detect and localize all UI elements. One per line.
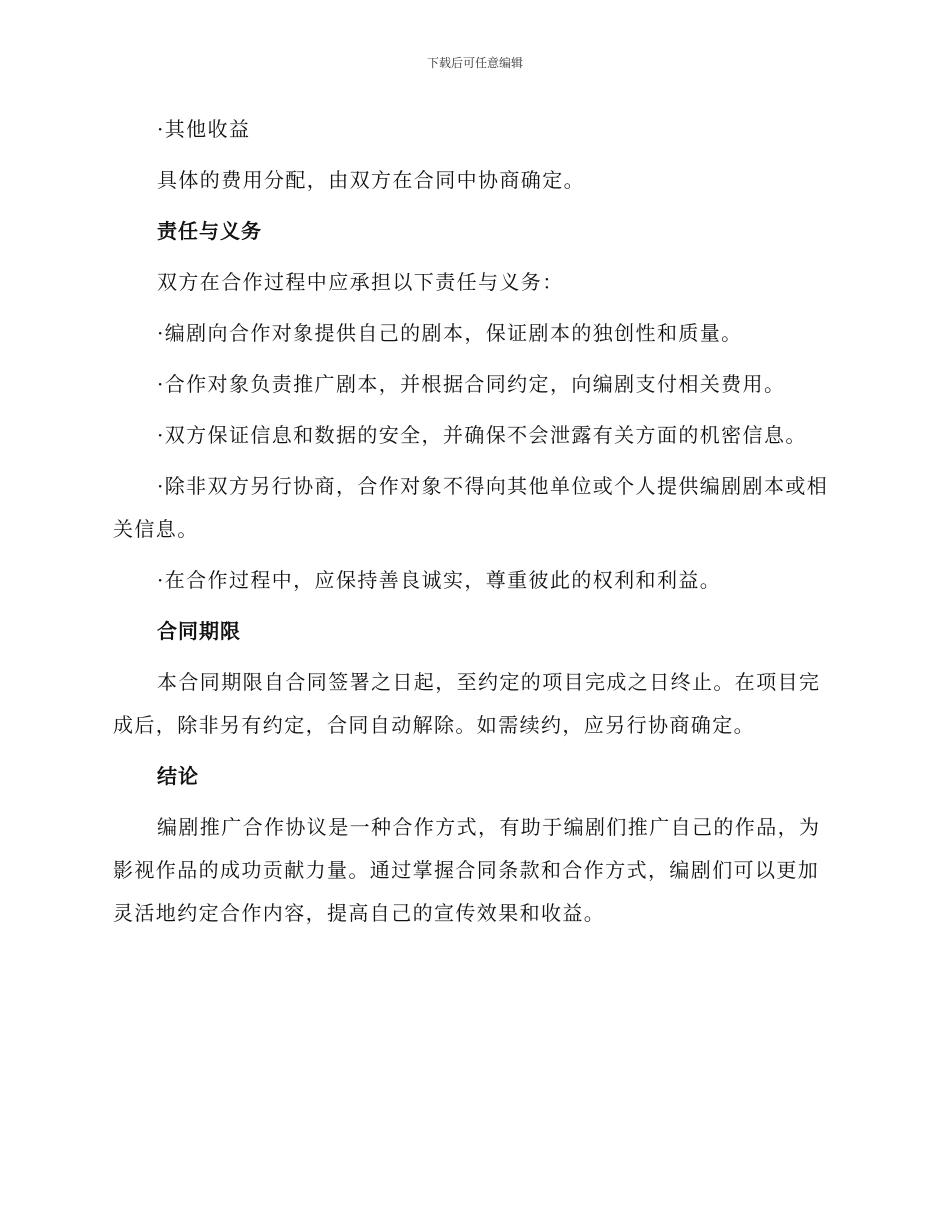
bullet-partner-promotes: ·合作对象负责推广剧本，并根据合同约定，向编剧支付相关费用。 bbox=[157, 372, 786, 396]
contract-term-paragraph: 本合同期限自合同签署之日起，至约定的项目完成之日终止。在项目完成后，除非另有约定，合同自动解除。如需续约，应另行协商确定。 bbox=[113, 670, 821, 737]
conclusion-paragraph: 编剧推广合作协议是一种合作方式，有助于编剧们推广自己的作品，为影视作品的成功贡献力量。通过掌握合同条款和合作方式，编剧们可以更加灵活地约定合作内容，提高自己的宣传效果和收益。 bbox=[113, 815, 821, 925]
fee-allocation-paragraph: 具体的费用分配，由双方在合同中协商确定。 bbox=[157, 168, 585, 192]
bullet-data-security: ·双方保证信息和数据的安全，并确保不会泄露有关方面的机密信息。 bbox=[157, 423, 807, 447]
bullet-no-disclosure: ·除非双方另行协商，合作对象不得向其他单位或个人提供编剧剧本或相关信息。 bbox=[113, 474, 829, 541]
section-heading-conclusion: 结论 bbox=[157, 764, 199, 788]
section-heading-contract-term: 合同期限 bbox=[157, 619, 241, 643]
bullet-good-faith: ·在合作过程中，应保持善良诚实，尊重彼此的权利和利益。 bbox=[157, 568, 722, 592]
responsibilities-intro: 双方在合作过程中应承担以下责任与义务： bbox=[157, 270, 564, 294]
page-header: 下载后可任意编辑 bbox=[426, 56, 523, 70]
bullet-writer-provides-script: ·编剧向合作对象提供自己的剧本，保证剧本的独创性和质量。 bbox=[157, 321, 743, 345]
bullet-other-income: ·其他收益 bbox=[157, 117, 251, 141]
section-heading-responsibilities: 责任与义务 bbox=[157, 219, 262, 243]
document-body bbox=[113, 108, 835, 943]
